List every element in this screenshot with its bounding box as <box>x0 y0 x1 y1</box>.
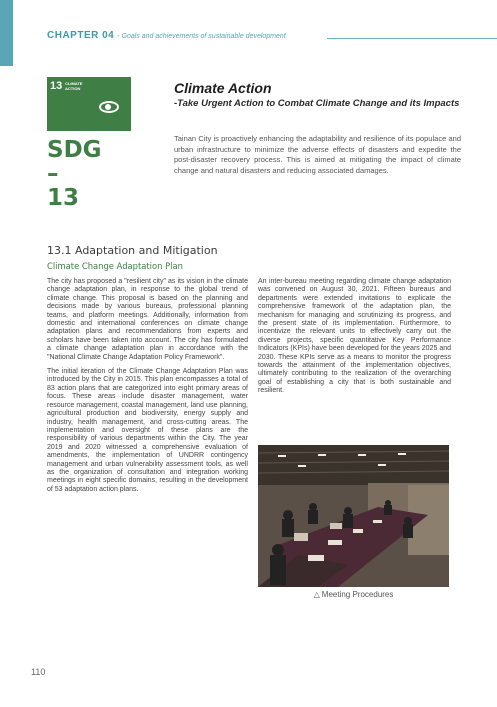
sdg-label-line3: 13 <box>47 185 80 211</box>
chapter-tab <box>0 0 13 66</box>
badge-number: 13 <box>50 80 63 92</box>
section-subheading: Climate Change Adaptation Plan <box>47 261 183 271</box>
photo-caption <box>258 590 449 599</box>
chapter-header <box>47 30 286 41</box>
badge-label <box>65 81 95 91</box>
chapter-subtitle: - Goals and achievements of sustainable development <box>117 33 286 40</box>
eye-globe-icon <box>99 101 119 113</box>
sdg-label-line2: – <box>47 161 59 187</box>
left-paragraph-2: The initial iteration of the Climate Change Adaptation Plan was introduced by the City in 2015. This plan encompasses a total of 83 action plans that are categorized into eight primary areas of focus. These areas include disaster management, water resource management, coastal management, land use planning, agricultural production and biodiversity, energy supply and industry, health management, and cross-cutting areas. The implementation and oversight of these plans are the responsibility of various departments within the City. The year 2019 and 2020 witnessed a comprehensive evaluation of amendments, the implementation of UNDRR contingency management and urban vulnerability assessment tools, as well as the organization of consultation and integration working meetings in eight specific domains, resulting in the development of 53 adaptation action plans. <box>47 368 248 493</box>
meeting-photo <box>258 445 449 587</box>
left-column <box>47 278 248 500</box>
sdg-13-badge <box>47 77 131 131</box>
right-column <box>258 278 451 402</box>
header-rule <box>327 38 497 39</box>
photo-caption-text: Meeting Procedures <box>321 590 394 599</box>
right-paragraph-1: An inter-bureau meeting regarding climate change adaptation was convened on August 30, 2021. Fifteen bureaus and departments were extended invitations to explicate the comprehensive framework of the adaptation plan, the mechanism for managing and scrutinizing its progress, and the present state of its implementation. Furthermore, to incentivize the relevant units to effectively carry out the diverse projects, specific quantitative Key Performance Indicators (KPIs) have been developed for the years 2025 and 2030. These KPIs serve as a means to monitor the progress towards the attainment of the implementation objectives, ultimately contributing to the realization of the overarching goal of establishing a city that is both sustainable and resilient. <box>258 278 451 395</box>
chapter-number: CHAPTER 04 <box>47 30 115 41</box>
page-title: Climate Action <box>174 80 272 96</box>
left-paragraph-1: The city has proposed a "resilient city" as its vision in the climate change adaptation plan, in response to the global trend of climate change. This proposal is based on the planning and decisions made by various bureaus, professional planning teams, and platform meetings. Additionally, information from domestic and international conferences on climate change adaptation plans and recommendations from experts and scholars have been taken into account. The city has formulated a climate change adaptation plan in accordance with the "National Climate Change Adaptation Policy Framework". <box>47 278 248 361</box>
badge-label-line1: CLIMATE <box>65 81 83 86</box>
intro-paragraph: Tainan City is proactively enhancing the adaptability and resilience of its populace and urban infrastructure to minimize the adverse effects of disasters and expedite the post-disaster recovery process. This is aimed at mitigating the impact of climate change and natural disasters and reducing associated damages. <box>174 134 461 175</box>
sdg-label-line1: SDG <box>47 137 102 163</box>
section-heading: 13.1 Adaptation and Mitigation <box>47 244 218 257</box>
badge-label-line2: ACTION <box>65 86 81 91</box>
page-number: 110 <box>31 667 46 677</box>
triangle-icon: △ <box>313 590 320 599</box>
page-subtitle: -Take Urgent Action to Combat Climate Change and its Impacts <box>174 98 460 109</box>
sdg-label <box>47 138 102 210</box>
